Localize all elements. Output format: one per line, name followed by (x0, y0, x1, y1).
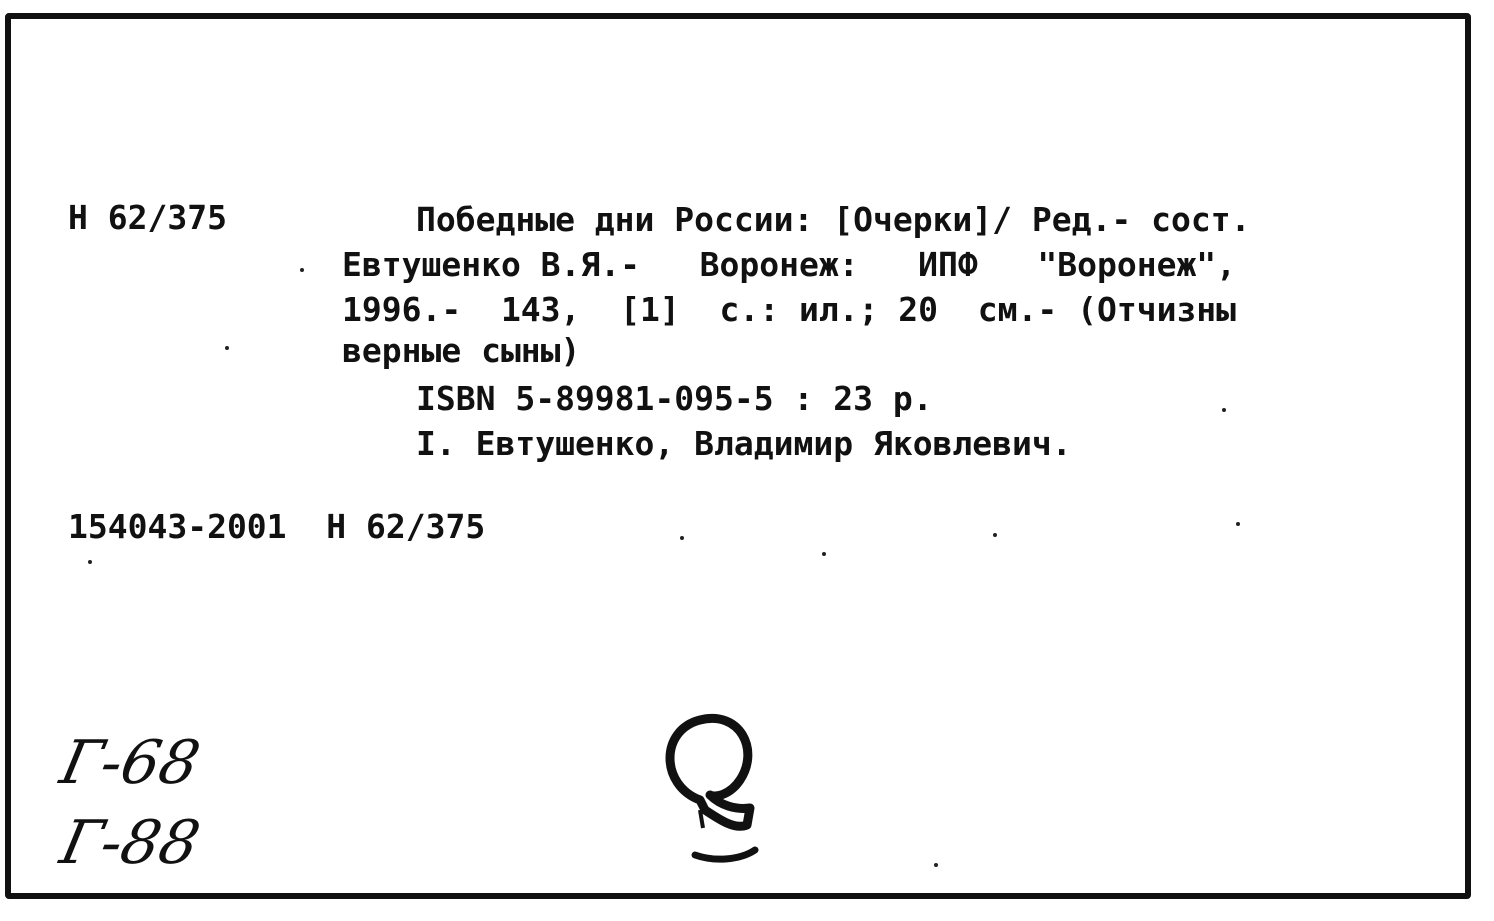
description-line-4: верные сыны) (342, 331, 581, 370)
handwritten-note-1: Г-68 (54, 728, 206, 798)
handwritten-note-2: Г-88 (54, 808, 206, 878)
scan-speck (1222, 408, 1226, 412)
scan-speck (680, 536, 684, 540)
library-stamp-icon (655, 710, 775, 880)
description-line-1: Победные дни России: [Очерки]/ Ред.- сост. (416, 200, 1251, 239)
scan-speck (1236, 522, 1240, 526)
description-line-3: 1996.- 143, [1] с.: ил.; 20 см.- (Отчизны (342, 290, 1237, 329)
scan-speck (225, 346, 229, 350)
scan-speck (822, 552, 826, 556)
scan-speck (934, 863, 938, 867)
isbn-line: ISBN 5-89981-095-5 : 23 р. (416, 379, 933, 418)
description-line-2: Евтушенко В.Я.- Воронеж: ИПФ "Воронеж", (342, 245, 1237, 284)
accession-line: 154043-2001 Н 62/375 (68, 507, 486, 546)
added-entry: I. Евтушенко, Владимир Яковлевич. (416, 424, 1072, 463)
call-number: Н 62/375 (68, 198, 227, 237)
scan-speck (300, 268, 304, 272)
scan-speck (88, 560, 92, 564)
scan-speck (993, 533, 997, 537)
